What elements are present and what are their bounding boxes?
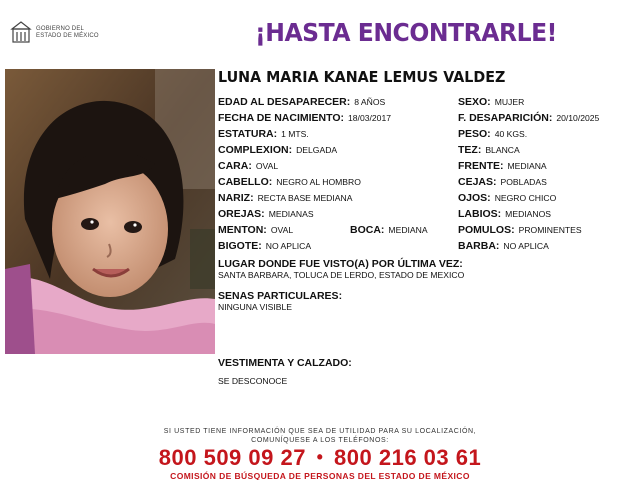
vestimenta-label: VESTIMENTA Y CALZADO: xyxy=(218,357,352,369)
senas-label: SENAS PARTICULARES: xyxy=(218,290,343,302)
info-line-2: COMUNÍQUESE A LOS TELÉFONOS: xyxy=(251,437,389,444)
field-orejas: OREJAS: MEDIANAS xyxy=(218,208,314,220)
commission-name: COMISIÓN DE BÚSQUEDA DE PERSONAS DEL ESTADO DE MÉXICO xyxy=(170,471,470,480)
field-sexo: SEXO: MUJER xyxy=(458,96,525,108)
vestimenta-value: SE DESCONOCE xyxy=(218,376,288,386)
field-edad: EDAD AL DESAPARECER: 8 AÑOS xyxy=(218,96,386,108)
missing-person-photo xyxy=(5,69,215,354)
field-labios: LABIOS: MEDIANOS xyxy=(458,208,552,220)
field-complexion: COMPLEXION: DELGADA xyxy=(218,144,338,156)
field-fecha-nacimiento: FECHA DE NACIMIENTO: 18/03/2017 xyxy=(218,112,392,124)
field-pomulos: POMULOS: PROMINENTES xyxy=(458,224,582,236)
field-cara: CARA: OVAL xyxy=(218,160,279,172)
logo-text: GOBIERNO DEL ESTADO DE MÉXICO xyxy=(36,26,99,39)
field-barba: BARBA: NO APLICA xyxy=(458,240,549,252)
field-menton: MENTON: OVAL xyxy=(218,224,294,236)
field-cabello: CABELLO: NEGRO AL HOMBRO xyxy=(218,176,361,188)
field-tez: TEZ: BLANCA xyxy=(458,144,520,156)
field-peso: PESO: 40 KGS. xyxy=(458,128,528,140)
phone-numbers xyxy=(0,445,640,471)
lugar-value: SANTA BARBARA, TOLUCA DE LERDO, ESTADO DE MEXICO xyxy=(218,270,465,280)
field-bigote: BIGOTE: NO APLICA xyxy=(218,240,312,252)
field-nariz: NARIZ: RECTA BASE MEDIANA xyxy=(218,192,353,204)
senas-value: NINGUNA VISIBLE xyxy=(218,302,293,312)
headline: ¡HASTA ENCONTRARLE! xyxy=(255,18,557,47)
government-logo xyxy=(10,20,120,46)
state-emblem-icon xyxy=(10,20,32,44)
info-line-1: SI USTED TIENE INFORMACIÓN QUE SEA DE UTILIDAD PARA SU LOCALIZACIÓN, xyxy=(163,428,477,435)
person-name: LUNA MARIA KANAE LEMUS VALDEZ xyxy=(218,68,506,86)
phone-1[interactable]: 800 509 09 27 xyxy=(158,445,306,470)
field-fecha-desaparicion: F. DESAPARICIÓN: 20/10/2025 xyxy=(458,112,600,124)
field-estatura: ESTATURA: 1 MTS. xyxy=(218,128,309,140)
field-frente: FRENTE: MEDIANA xyxy=(458,160,547,172)
field-cejas: CEJAS: POBLADAS xyxy=(458,176,547,188)
phone-2[interactable]: 800 216 03 61 xyxy=(334,445,482,470)
field-ojos: OJOS: NEGRO CHICO xyxy=(458,192,557,204)
field-boca: BOCA: MEDIANA xyxy=(350,224,428,236)
lugar-label: LUGAR DONDE FUE VISTO(A) POR ÚLTIMA VEZ: xyxy=(218,258,463,270)
phone-separator: • xyxy=(316,447,324,467)
